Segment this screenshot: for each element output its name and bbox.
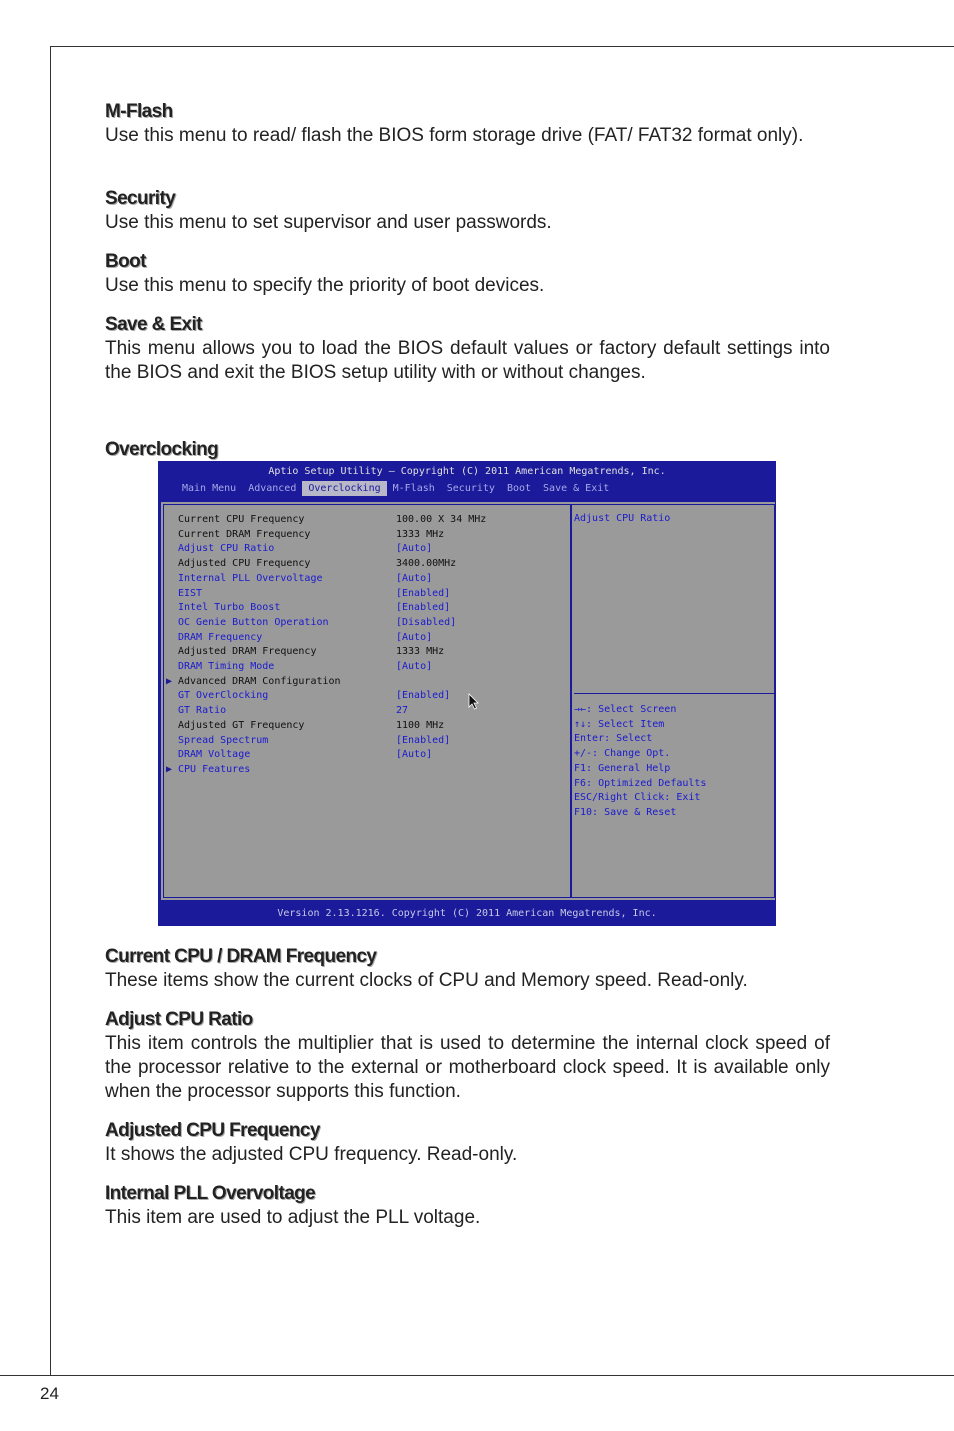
key-help-item: →←: Select Screen (574, 704, 677, 715)
tab-advanced[interactable]: Advanced (248, 483, 297, 494)
bios-setting-value[interactable]: [Enabled] (396, 587, 451, 599)
bios-setting-label: Internal PLL Overvoltage (178, 572, 323, 584)
bios-setting-label: EIST (178, 587, 203, 599)
bios-setting-label: Current DRAM Frequency (178, 528, 311, 540)
section-body: Use this menu to read/ flash the BIOS form storage drive (FAT/ FAT32 format only). (105, 125, 804, 146)
section-body: Use this menu to specify the priority of boot devices. (105, 275, 545, 296)
bios-setting-value[interactable]: [Auto] (396, 543, 433, 555)
bios-setting-row[interactable] (164, 763, 570, 777)
bios-setting-row[interactable] (164, 704, 570, 718)
section-boot (105, 250, 830, 298)
key-help-item: ESC/Right Click: Exit (574, 792, 701, 804)
tab-overclocking[interactable]: Overclocking (302, 481, 386, 496)
section-title: Save & Exit (105, 314, 202, 335)
bios-screenshot (158, 461, 776, 926)
page-frame-bottom (0, 1375, 954, 1376)
submenu-arrow-icon: ▶ (166, 763, 173, 775)
bios-setting-row[interactable] (164, 719, 570, 733)
bios-setting-row[interactable] (164, 631, 570, 645)
key-help-item: ↑↓: Select Item (574, 718, 665, 730)
bios-setting-row[interactable] (164, 513, 570, 527)
bios-help-panel (571, 504, 775, 898)
section-adjusted-cpu-frequency (105, 1119, 830, 1167)
bios-setting-value[interactable]: [Enabled] (396, 602, 451, 614)
bios-setting-label: OC Genie Button Operation (178, 616, 329, 628)
tab-security[interactable]: Security (446, 483, 495, 494)
bios-setting-label: DRAM Voltage (178, 749, 251, 761)
page-number: 24 (40, 1384, 59, 1403)
section-body: This item are used to adjust the PLL voltage. (105, 1207, 481, 1228)
tab-save-exit[interactable]: Save & Exit (543, 483, 610, 494)
bios-setting-row[interactable] (164, 557, 570, 571)
bios-setting-value[interactable]: [Auto] (396, 631, 433, 643)
bios-setting-row[interactable] (164, 689, 570, 703)
bios-setting-label: DRAM Frequency (178, 631, 263, 643)
key-help-item: F1: General Help (574, 762, 671, 774)
bios-setting-label: GT Ratio (178, 705, 227, 717)
bios-setting-label: Spread Spectrum (178, 734, 269, 746)
bios-setting-row[interactable] (164, 748, 570, 762)
bios-setting-row[interactable] (164, 572, 570, 586)
bios-setting-value: 1100 MHz (396, 719, 445, 731)
bios-setting-row[interactable] (164, 616, 570, 630)
bios-setting-row[interactable] (164, 587, 570, 601)
overclocking-heading: Overclocking (105, 439, 219, 460)
bios-settings-list (163, 504, 571, 898)
section-save-exit (105, 313, 830, 385)
submenu-arrow-icon: ▶ (166, 675, 173, 687)
section-title: Security (105, 188, 176, 209)
bios-setting-label: Intel Turbo Boost (178, 602, 281, 614)
bios-setting-value: 3400.00MHz (396, 558, 457, 570)
page-frame-top (50, 46, 954, 47)
bios-setting-value[interactable]: [Auto] (396, 661, 433, 672)
section-adjust-cpu-ratio (105, 1008, 830, 1104)
bios-setting-label: DRAM Timing Mode (178, 661, 275, 672)
bios-setting-row[interactable] (164, 675, 570, 689)
bios-setting-value[interactable]: [Enabled] (396, 690, 451, 702)
bios-setting-row[interactable] (164, 542, 570, 556)
bios-setting-label: GT OverClocking (178, 690, 269, 702)
bios-setting-value: 100.00 X 34 MHz (396, 514, 487, 525)
key-help-item: F10: Save & Reset (574, 806, 677, 818)
tab-boot[interactable]: Boot (506, 483, 532, 494)
section-internal-pll-overvoltage (105, 1182, 830, 1230)
bios-setting-row[interactable] (164, 528, 570, 542)
section-title: Internal PLL Overvoltage (105, 1183, 316, 1204)
section-security (105, 187, 830, 235)
section-current-cpu-dram-frequency (105, 945, 830, 993)
bios-setting-label: Adjusted DRAM Frequency (178, 646, 317, 658)
bios-setting-row[interactable] (164, 734, 570, 748)
bios-setting-value: 1333 MHz (396, 646, 445, 658)
tab-main-menu[interactable]: Main Menu (182, 483, 237, 494)
section-m-flash (105, 100, 830, 148)
section-body: This item controls the multiplier that is used to determine the internal clock speed of the processor relative to the external or motherboard clock speed. It is available only when the processor supports this function. (105, 1033, 830, 1102)
bios-footer: Version 2.13.1216. Copyright (C) 2011 American Megatrends, Inc. (277, 908, 657, 919)
key-help-item: Enter: Select (574, 733, 653, 745)
bios-setting-label: CPU Features (178, 763, 251, 775)
bios-title: Aptio Setup Utility – Copyright (C) 2011 American Megatrends, Inc. (268, 466, 666, 477)
section-title: Current CPU / DRAM Frequency (105, 946, 377, 967)
bios-setting-value[interactable]: [Disabled] (396, 616, 457, 628)
help-divider (574, 693, 774, 694)
bios-setting-label: Adjusted GT Frequency (178, 719, 305, 731)
bios-setting-value[interactable]: [Enabled] (396, 734, 451, 746)
bios-setting-value[interactable]: [Auto] (396, 572, 433, 584)
section-body: This menu allows you to load the BIOS default values or factory default settings into the BIOS and exit the BIOS setup utility with or without changes. (105, 338, 830, 383)
bios-setting-row[interactable] (164, 645, 570, 659)
bios-setting-row[interactable] (164, 660, 570, 674)
bios-setting-value[interactable]: [Auto] (396, 749, 433, 761)
bios-setting-value[interactable]: 27 (396, 705, 409, 717)
help-title: Adjust CPU Ratio (574, 513, 671, 524)
section-title: Adjusted CPU Frequency (105, 1120, 320, 1141)
section-body: It shows the adjusted CPU frequency. Read-only. (105, 1144, 518, 1165)
tab-m-flash[interactable]: M-Flash (392, 483, 435, 494)
bios-setting-label: Adjust CPU Ratio (178, 543, 275, 555)
bios-setting-row[interactable] (164, 601, 570, 615)
bios-setting-label: Current CPU Frequency (178, 514, 305, 525)
key-help-item: +/-: Change Opt. (574, 748, 671, 760)
key-help-item: F6: Optimized Defaults (574, 777, 707, 789)
bios-setting-value: 1333 MHz (396, 528, 445, 540)
section-title: Boot (105, 251, 146, 272)
section-body: Use this menu to set supervisor and user passwords. (105, 212, 552, 233)
section-title: M-Flash (105, 101, 173, 122)
bios-tab-bar (176, 481, 615, 496)
section-body: These items show the current clocks of CPU and Memory speed. Read-only. (105, 970, 748, 991)
section-title: Adjust CPU Ratio (105, 1009, 253, 1030)
mouse-pointer-icon (468, 693, 480, 711)
overclocking-heading-block (105, 438, 830, 462)
bios-setting-label: Advanced DRAM Configuration (178, 675, 341, 687)
page-frame-left (50, 46, 51, 1376)
bios-setting-label: Adjusted CPU Frequency (178, 558, 311, 570)
